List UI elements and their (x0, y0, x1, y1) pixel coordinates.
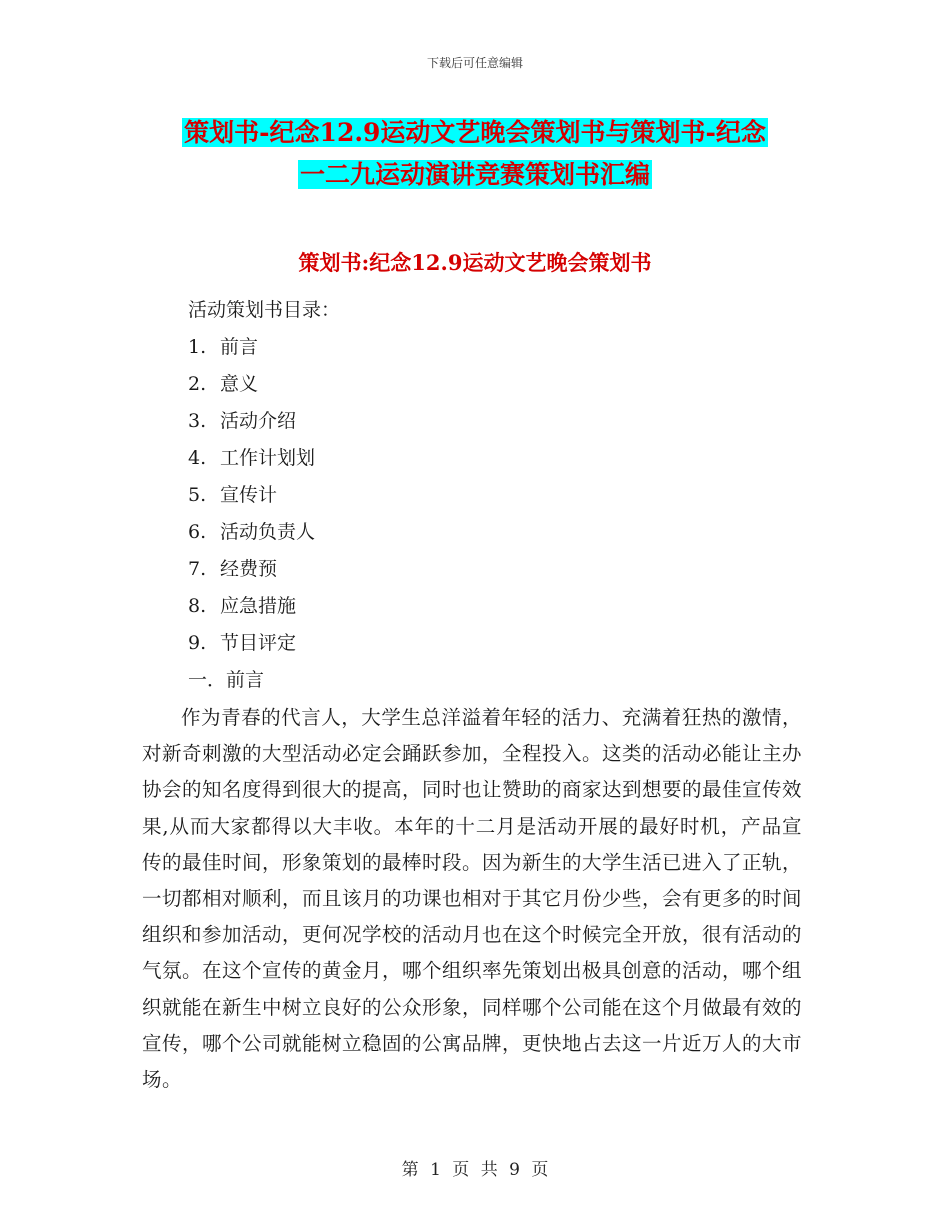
header-note: 下载后可任意编辑 (426, 56, 523, 70)
section-heading-preface: 一．前言 (188, 669, 265, 691)
toc-item: 3. 活动介绍 (188, 410, 297, 432)
toc-item: 9. 节目评定 (188, 632, 297, 654)
page-footer: 第 1 页 共 9 页 (401, 1160, 549, 1180)
title-line-1: 策划书-纪念12.9运动文艺晚会策划书与策划书-纪念 (184, 118, 766, 147)
toc-item: 6. 活动负责人 (188, 521, 316, 543)
table-of-contents (188, 292, 340, 699)
toc-item: 8. 应急措施 (188, 595, 297, 617)
toc-item: 4. 工作计划划 (188, 447, 316, 469)
toc-heading: 活动策划书目录： (188, 299, 341, 321)
toc-item: 5. 宣传计 (188, 484, 278, 506)
document-title (0, 112, 950, 196)
title-line-2: 一二九运动演讲竞赛策划书汇编 (299, 160, 650, 189)
toc-item: 1. 前言 (188, 336, 259, 358)
section-subtitle: 策划书:纪念12.9运动文艺晚会策划书 (298, 250, 652, 275)
toc-item: 2. 意义 (188, 373, 259, 395)
preface-paragraph: 作为青春的代言人，大学生总洋溢着年轻的活力、充满着狂热的激情，对新奇刺激的大型活动必定会踊跃参加，全程投入。这类的活动必能让主办协会的知名度得到很大的提高，同时也让赞助的商家达到想要的最佳宣传效果,从而大家都得以大丰收。本年的十二月是活动开展的最好时机，产品宣传的最佳时间，形象策划的最棒时段。因为新生的大学生活已进入了正轨，一切都相对顺利，而且该月的功课也相对于其它月份少些，会有更多的时间组织和参加活动，更何况学校的活动月也在这个时候完全开放，很有活动的气氛。在这个宣传的黄金月，哪个组织率先策划出极具创意的活动，哪个组织就能在新生中树立良好的公众形象，同样哪个公司能在这个月做最有效的宣传，哪个公司就能树立稳固的公寓品牌，更快地占去这一片近万人的大市场。 (142, 706, 803, 1092)
toc-item: 7. 经费预 (188, 558, 278, 580)
